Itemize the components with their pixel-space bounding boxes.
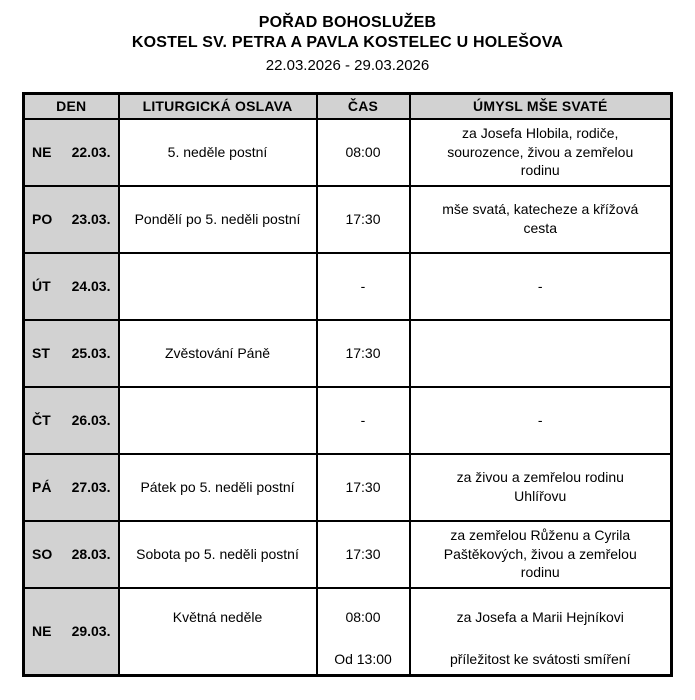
celebration-cell: 5. neděle postní <box>119 119 317 186</box>
time-cell <box>317 588 410 676</box>
date-range: 22.03.2026 - 29.03.2026 <box>265 57 430 74</box>
time-cell: - <box>317 253 410 320</box>
time-cell: 17:30 <box>317 454 410 521</box>
intention-cell: mše svatá, katecheze a křížová cesta <box>410 186 672 253</box>
title-block <box>0 13 695 76</box>
schedule-table <box>22 92 673 677</box>
celebration-cell: Pondělí po 5. neděli postní <box>119 186 317 253</box>
celebration-text: Květná neděle <box>172 608 263 625</box>
day-cell <box>24 320 119 387</box>
day-date: 26.03. <box>71 411 111 428</box>
table-row <box>24 186 672 253</box>
column-header-celebration: LITURGICKÁ OSLAVA <box>119 94 317 119</box>
day-cell <box>24 588 119 676</box>
celebration-cell: Zvěstování Páně <box>119 320 317 387</box>
day-date: 27.03. <box>71 478 111 495</box>
page-subtitle: KOSTEL SV. PETRA A PAVLA KOSTELEC U HOLEŠOVA <box>131 34 564 51</box>
celebration-cell <box>119 588 317 676</box>
day-abbrev: PÁ <box>32 478 52 495</box>
time-cell: - <box>317 387 410 454</box>
day-abbrev: ST <box>32 344 50 361</box>
intention-cell: za Josefa Hlobila, rodiče, sourozence, živou a zemřelou rodinu <box>410 119 672 186</box>
intention-cell: - <box>410 387 672 454</box>
day-date: 24.03. <box>71 277 111 294</box>
page-title: POŘAD BOHOSLUŽEB <box>258 14 437 31</box>
time-cell: 08:00 <box>317 119 410 186</box>
day-abbrev: PO <box>32 210 53 227</box>
table-row <box>24 119 672 186</box>
day-date: 22.03. <box>71 143 111 160</box>
celebration-cell: Sobota po 5. neděli postní <box>119 521 317 588</box>
day-cell <box>24 387 119 454</box>
column-header-day: DEN <box>24 94 119 119</box>
day-abbrev: NE <box>32 143 52 160</box>
day-cell <box>24 454 119 521</box>
day-date: 23.03. <box>71 210 111 227</box>
day-abbrev: SO <box>32 545 53 562</box>
intention-cell <box>410 588 672 676</box>
intention-cell <box>410 320 672 387</box>
day-cell <box>24 186 119 253</box>
table-row <box>24 320 672 387</box>
intention-cell: - <box>410 253 672 320</box>
intention-first: za Josefa a Marii Hejníkovi <box>456 608 624 625</box>
intention-second: příležitost ke svátosti smíření <box>449 650 631 667</box>
day-date: 29.03. <box>71 622 111 639</box>
column-header-time: ČAS <box>317 94 410 119</box>
day-cell <box>24 521 119 588</box>
day-date: 28.03. <box>71 545 111 562</box>
table-row <box>24 387 672 454</box>
table-row <box>24 454 672 521</box>
celebration-cell <box>119 387 317 454</box>
day-date: 25.03. <box>71 344 111 361</box>
day-abbrev: NE <box>32 622 52 639</box>
table-row <box>24 588 672 676</box>
column-header-intention: ÚMYSL MŠE SVATÉ <box>410 94 672 119</box>
celebration-text-secondary <box>120 645 316 673</box>
table-row <box>24 521 672 588</box>
celebration-cell <box>119 253 317 320</box>
intention-cell: za živou a zemřelou rodinu Uhlířovu <box>410 454 672 521</box>
day-cell <box>24 119 119 186</box>
day-abbrev: ČT <box>32 411 51 428</box>
time-first: 08:00 <box>345 608 381 625</box>
time-cell: 17:30 <box>317 320 410 387</box>
time-second: Od 13:00 <box>334 650 392 667</box>
time-cell: 17:30 <box>317 521 410 588</box>
celebration-cell: Pátek po 5. neděli postní <box>119 454 317 521</box>
day-abbrev: ÚT <box>32 277 51 294</box>
table-header-row <box>24 94 672 119</box>
time-cell: 17:30 <box>317 186 410 253</box>
table-row <box>24 253 672 320</box>
day-cell <box>24 253 119 320</box>
intention-cell: za zemřelou Růženu a Cyrila Paštěkových, živou a zemřelou rodinu <box>410 521 672 588</box>
